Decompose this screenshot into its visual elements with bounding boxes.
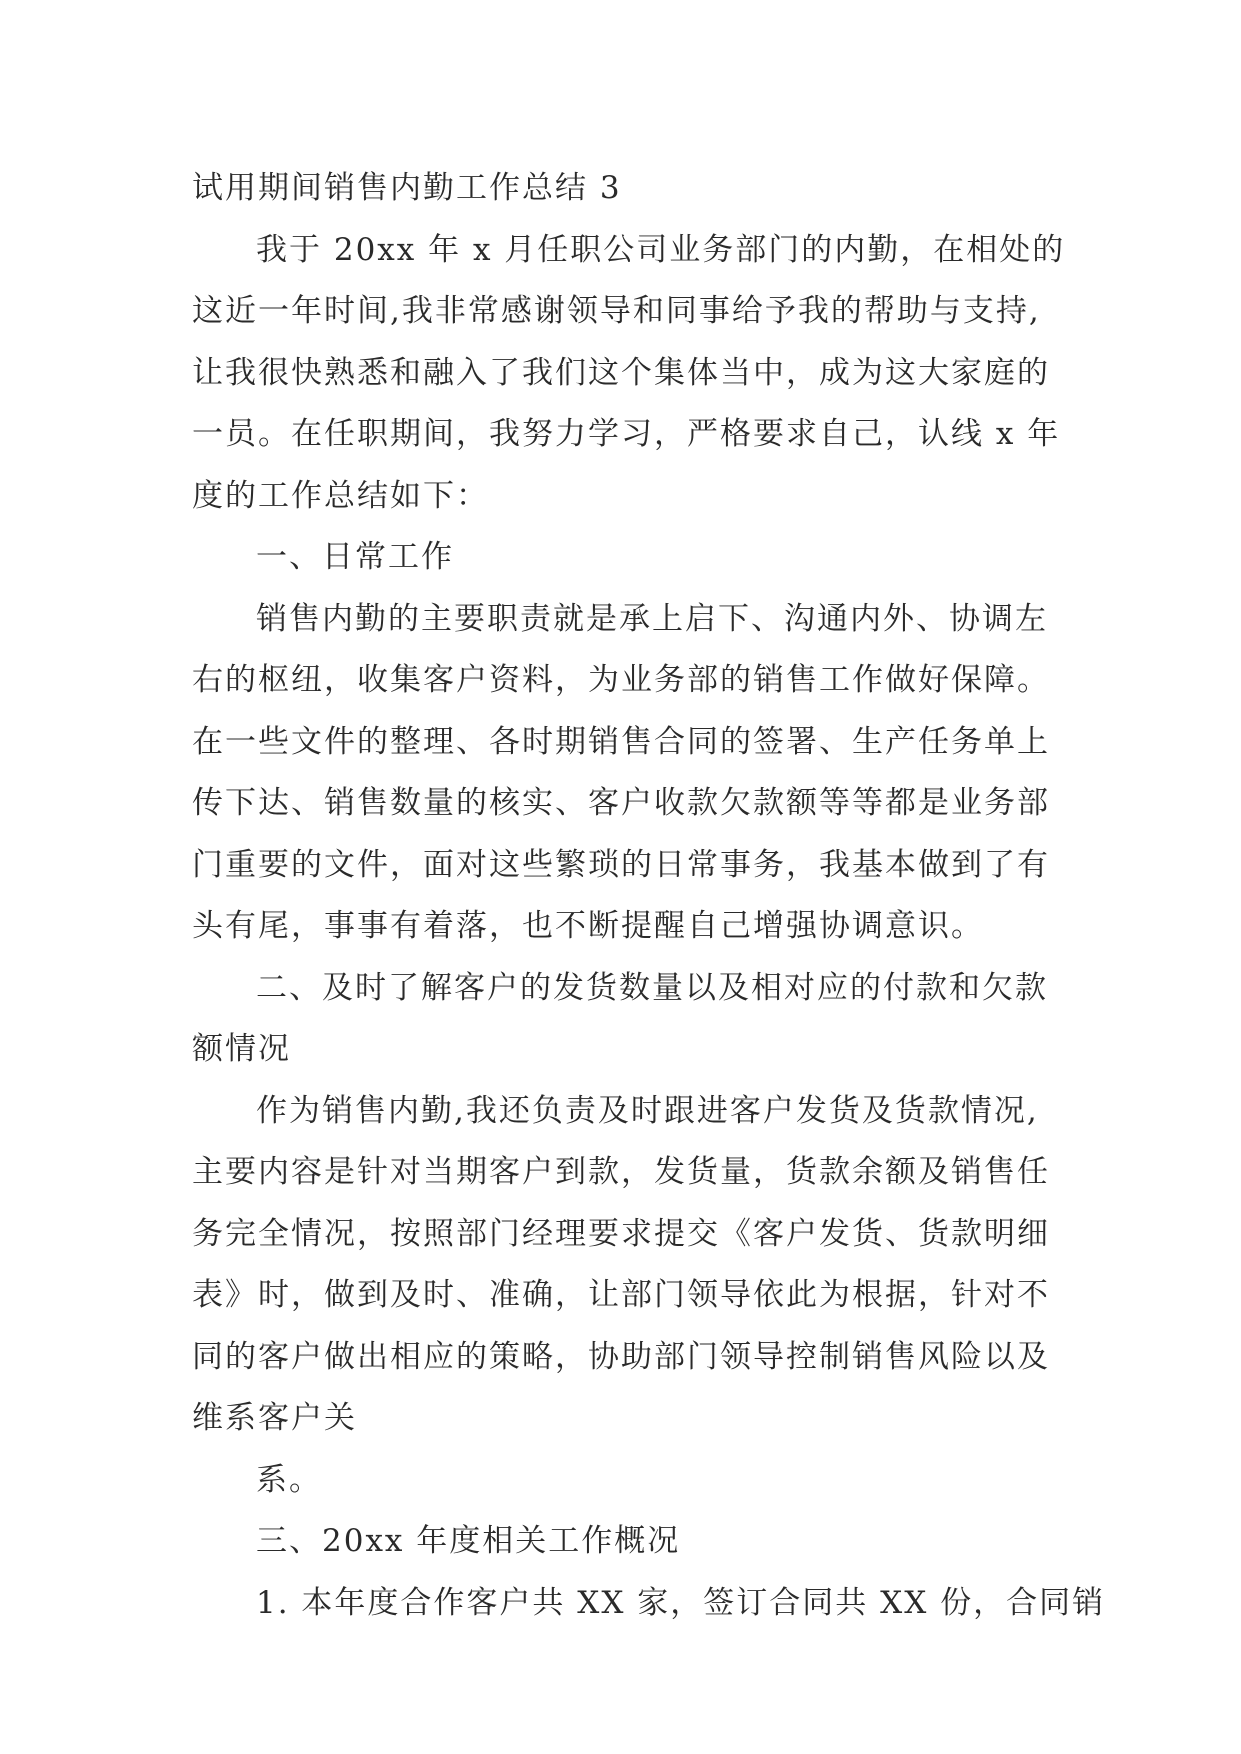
section-heading-continued: 额情况 bbox=[192, 1031, 291, 1067]
paragraph-line: 表》时，做到及时、准确，让部门领导依此为根据，针对不 bbox=[192, 1277, 1050, 1313]
paragraph-line: 系。 bbox=[256, 1461, 322, 1498]
paragraph-line: 这近一年时间,我非常感谢领导和同事给予我的帮助与支持, bbox=[192, 293, 1041, 329]
paragraph-line: 在一些文件的整理、各时期销售合同的签署、生产任务单上 bbox=[192, 723, 1050, 760]
section-heading: 二、及时了解客户的发货数量以及相对应的付款和欠款 bbox=[256, 969, 1048, 1006]
paragraph-line: 右的枢纽，收集客户资料，为业务部的销售工作做好保障。 bbox=[192, 662, 1050, 698]
document-body bbox=[192, 158, 1106, 1634]
paragraph-line: 一员。在任职期间，我努力学习，严格要求自己，认线 x 年 bbox=[192, 416, 1061, 452]
paragraph-line: 传下达、销售数量的核实、客户收款欠款额等等都是业务部 bbox=[192, 785, 1050, 821]
paragraph-line: 作为销售内勤,我还负责及时跟进客户发货及货款情况, bbox=[256, 1092, 1039, 1129]
paragraph-line: 门重要的文件，面对这些繁琐的日常事务，我基本做到了有 bbox=[192, 846, 1050, 883]
paragraph-line: 维系客户关 bbox=[192, 1400, 357, 1436]
list-item: 1. 本年度合作客户共 XX 家，签订合同共 XX 份，合同销 bbox=[256, 1584, 1106, 1621]
paragraph-line: 务完全情况，按照部门经理要求提交《客户发货、货款明细 bbox=[192, 1215, 1050, 1252]
paragraph-line: 度的工作总结如下： bbox=[192, 477, 489, 514]
paragraph-line: 让我很快熟悉和融入了我们这个集体当中，成为这大家庭的 bbox=[192, 354, 1050, 391]
paragraph-line: 头有尾，事事有着落，也不断提醒自己增强协调意识。 bbox=[192, 908, 984, 944]
paragraph-line: 同的客户做出相应的策略，协助部门领导控制销售风险以及 bbox=[192, 1338, 1050, 1375]
paragraph-line: 销售内勤的主要职责就是承上启下、沟通内外、协调左 bbox=[256, 600, 1048, 637]
paragraph-line: 主要内容是针对当期客户到款，发货量，货款余额及销售任 bbox=[192, 1154, 1050, 1190]
section-heading: 三、20xx 年度相关工作概况 bbox=[256, 1523, 681, 1559]
section-heading: 一、日常工作 bbox=[256, 539, 454, 575]
paragraph-line: 我于 20xx 年 x 月任职公司业务部门的内勤，在相处的 bbox=[256, 231, 1066, 268]
doc-title: 试用期间销售内勤工作总结 3 bbox=[192, 170, 622, 206]
